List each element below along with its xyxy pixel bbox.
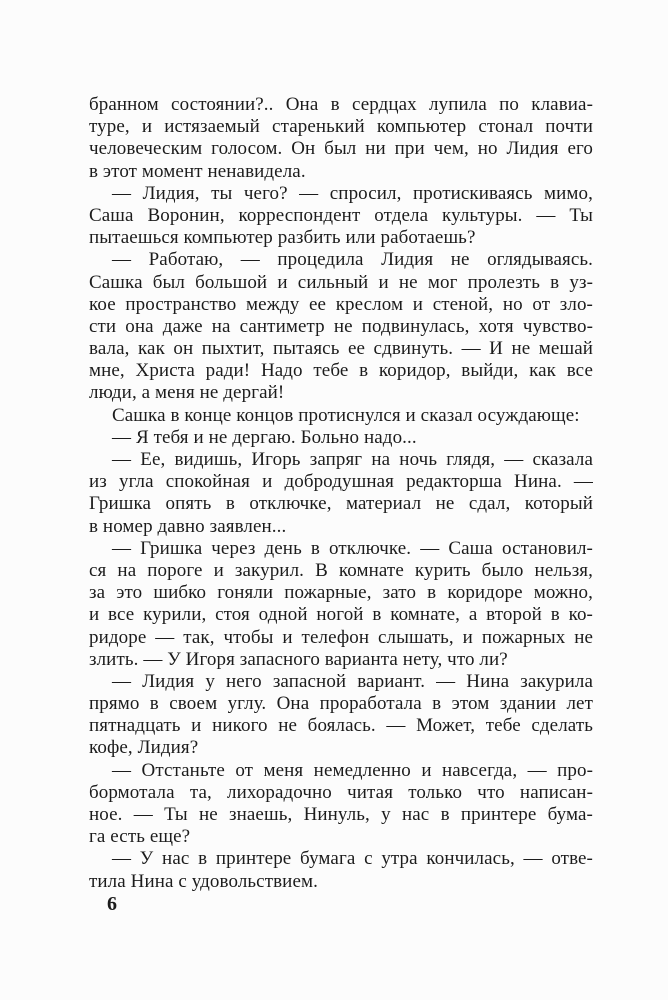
paragraph: [89, 538, 593, 671]
paragraph: [89, 449, 593, 538]
text-line: человеческим голосом. Он был ни при чем, но Лидия его: [89, 138, 593, 160]
text-line: туре, и истязаемый старенький компьютер стонал почти: [89, 116, 593, 138]
text-line: за это шибко гоняли пожарные, зато в коридоре можно,: [89, 582, 593, 604]
text-line: — Работаю, — процедила Лидия не оглядываясь.: [112, 249, 593, 271]
paragraph: [89, 848, 593, 892]
text-line: Саша Воронин, корреспондент отдела культуры. — Ты: [89, 204, 593, 226]
text-line: вала, как он пыхтит, пытаясь ее сдвинуть. — И не мешай: [89, 338, 593, 360]
text-line: бормотала та, лихорадочно читая только что написан-: [89, 781, 593, 803]
paragraph: [89, 249, 593, 404]
text-line: — Я тебя и не дергаю. Больно надо...: [112, 426, 417, 448]
text-line: Сашка был большой и сильный и не мог пролезть в уз-: [89, 271, 593, 293]
text-line: тила Нина с удовольствием.: [89, 870, 318, 892]
text-line: в номер давно заявлен...: [89, 515, 287, 537]
text-line: мне, Христа ради! Надо тебе в коридор, выйди, как все: [89, 360, 593, 382]
text-line: прямо в своем углу. Она проработала в этом здании лет: [89, 693, 593, 715]
text-line: и все курили, стоя одной ногой в комнате, а второй в ко-: [89, 604, 593, 626]
paragraph: [89, 427, 593, 449]
paragraph: [89, 760, 593, 849]
text-line: га есть еще?: [89, 826, 191, 848]
text-line: сти она даже на сантиметр не подвинулась, хотя чувство-: [89, 315, 593, 337]
text-line: кое пространство между ее креслом и стеной, но от зло-: [89, 293, 593, 315]
text-line: кофе, Лидия?: [89, 737, 199, 759]
text-line: — Ее, видишь, Игорь запряг на ночь глядя, — сказала: [112, 449, 593, 470]
paragraph: [89, 405, 593, 427]
text-line: ридоре — так, чтобы и телефон слышать, и пожарных не: [89, 626, 593, 648]
text-line: из угла спокойная и добродушная редакторша Нина. —: [89, 471, 593, 493]
text-line: пятнадцать и никого не боялась. — Может, тебе сделать: [89, 715, 593, 737]
text-line: пытаешься компьютер разбить или работаешь?: [89, 227, 476, 249]
page-text: [89, 94, 593, 893]
text-line: ся на пороге и закурил. В комнате курить было нельзя,: [89, 559, 593, 581]
text-line: люди, а меня не дергай!: [89, 382, 285, 404]
paragraph: [89, 183, 593, 250]
paragraph: [89, 671, 593, 760]
text-line: — Лидия, ты чего? — спросил, протискиваясь мимо,: [112, 182, 593, 204]
text-line: — У нас в принтере бумага с утра кончилась, — отве-: [112, 848, 593, 870]
text-line: ное. — Ты не знаешь, Нинуль, у нас в принтере бума-: [89, 804, 593, 825]
text-line: в этот момент ненавидела.: [89, 160, 306, 182]
text-line: Сашка в конце концов протиснулся и сказал осуждающе:: [112, 404, 580, 426]
paragraph: [89, 94, 593, 183]
text-line: злить. — У Игоря запасного варианта нету, что ли?: [89, 648, 508, 670]
text-line: — Лидия у него запасной вариант. — Нина закурила: [112, 670, 593, 692]
text-line: бранном состоянии?.. Она в сердцах лупила по клавиа-: [89, 94, 593, 115]
text-line: — Гришка через день в отключке. — Саша остановил-: [112, 537, 593, 559]
page-number: 6: [107, 893, 117, 915]
text-line: Гришка опять в отключке, материал не сдал, который: [89, 493, 593, 515]
text-line: — Отстаньте от меня немедленно и навсегда, — про-: [112, 759, 593, 781]
